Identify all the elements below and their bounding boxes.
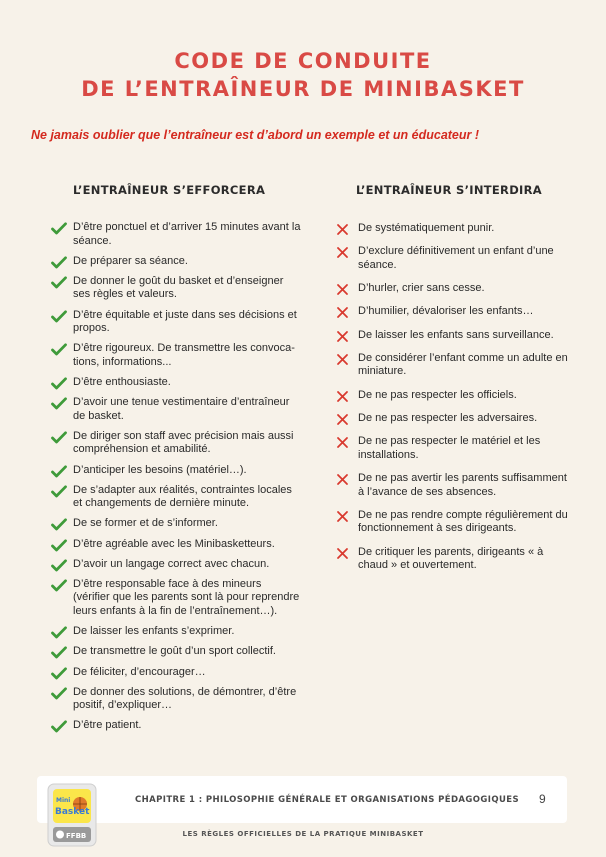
list-item-text: De donner le goût du basket et d’enseigner ses règles et valeurs. [73,274,284,301]
list-item-text: De considérer l’enfant comme un adulte en miniature. [358,351,568,378]
list-item-text: D’être patient. [73,719,142,732]
check-icon [51,343,67,356]
check-icon [51,256,67,269]
right-column-heading: L’ENTRAÎNEUR S’INTERDIRA [356,183,542,197]
list-item-text: De laisser les enfants s’exprimer. [73,625,235,638]
list-item [51,430,301,457]
left-column-heading: L’ENTRAÎNEUR S’EFFORCERA [73,183,266,197]
list-item [51,255,301,269]
list-item [51,484,301,511]
list-item [51,275,301,302]
list-item-text: D’hurler, crier sans cesse. [358,282,485,295]
check-icon [51,559,67,572]
check-icon [51,276,67,289]
check-icon [51,646,67,659]
efforts-list [51,221,301,740]
cross-icon [336,353,349,366]
list-item [336,352,576,379]
list-item-text: D’avoir une tenue vestimentaire d’entraîneur de basket. [73,396,290,422]
page-number: 9 [539,792,546,806]
list-item-text: D’être enthousiaste. [73,375,171,388]
check-icon [51,485,67,498]
check-icon [51,626,67,639]
list-item-text: D’être rigoureux. De transmettre les convoca-tions, informations... [73,342,295,368]
list-item [51,376,301,390]
list-item-text: De ne pas avertir les parents suffisamment à l’avance de ses absences. [358,472,567,498]
list-item-text: De se former et de s’informer. [73,517,218,530]
list-item [51,645,301,659]
check-icon [51,222,67,235]
list-item-text: De ne pas respecter les officiels. [358,388,517,401]
chapter-title: CHAPITRE 1 : PHILOSOPHIE GÉNÉRALE ET ORGANISATIONS PÉDAGOGIQUES [135,795,519,805]
list-item-text: De critiquer les parents, dirigeants « à chaud » et ouvertement. [358,545,544,572]
list-item [51,578,301,619]
list-item-text: De ne pas rendre compte régulièrement du fonctionnement à ses dirigeants. [358,508,568,535]
list-item-text: D’être équitable et juste dans ses décisions et propos. [73,308,297,335]
list-item [336,245,576,272]
list-item [336,509,576,536]
list-item [336,305,576,319]
footer-caption: LES RÈGLES OFFICIELLES DE LA PRATIQUE MINIBASKET [182,830,424,838]
list-item [51,538,301,552]
list-item-text: De féliciter, d’encourager… [73,665,206,678]
list-item [51,396,301,423]
list-item-text: De systématiquement punir. [358,222,495,234]
cross-icon [336,330,349,343]
list-item [51,666,301,680]
list-item-text: De laisser les enfants sans surveillance. [358,328,554,341]
list-item-text: De ne pas respecter les adversaires. [358,412,538,425]
list-item-text: D’avoir un langage correct avec chacun. [73,557,270,570]
list-item-text: De préparer sa séance. [73,254,188,267]
cross-icon [336,390,349,403]
cross-icon [336,413,349,426]
list-item [336,222,576,236]
list-item-text: D’être ponctuel et d’arriver 15 minutes avant la séance. [73,221,301,247]
list-item [336,389,576,403]
cross-icon [336,223,349,236]
list-item [336,282,576,296]
cross-icon [336,510,349,523]
list-item-text: De transmettre le goût d’un sport collectif. [73,645,276,658]
list-item [336,472,576,499]
list-item [51,221,301,248]
list-item [51,686,301,713]
list-item-text: De ne pas respecter le matériel et les installations. [358,435,541,461]
list-item-text: D’anticiper les besoins (matériel…). [73,463,247,476]
check-icon [51,465,67,478]
list-item [51,464,301,478]
list-item [336,435,576,462]
list-item-text: D’exclure définitivement un enfant d’une séance. [358,245,554,271]
list-item-text: D’être agréable avec les Minibasketteurs. [73,537,275,550]
logo-text-mini: Mini [56,797,71,804]
list-item [51,558,301,572]
list-item [51,342,301,369]
check-icon [51,720,67,733]
cross-icon [336,436,349,449]
list-item [51,517,301,531]
check-icon [51,431,67,444]
list-item [336,412,576,426]
check-icon [51,667,67,680]
check-icon [51,579,67,592]
list-item-text: De s’adapter aux réalités, contraintes locales et changements de dernière minute. [73,483,292,510]
cross-icon [336,473,349,486]
minibasket-logo [46,782,98,848]
check-icon [51,397,67,410]
list-item [51,309,301,336]
cross-icon [336,547,349,560]
check-icon [51,518,67,531]
list-item-text: D’humilier, dévaloriser les enfants… [358,305,534,318]
check-icon [51,539,67,552]
logo-text-ffbb: FFBB [66,832,87,840]
list-item [51,719,301,733]
check-icon [51,310,67,323]
list-item [51,625,301,639]
prohibitions-list [336,222,576,583]
cross-icon [336,306,349,319]
list-item-text: De diriger son staff avec précision mais aussi compréhension et amabilité. [73,429,294,456]
check-icon [51,687,67,700]
title-line-1: CODE DE CONDUITE [174,49,432,73]
logo-text-basket: Basket [55,807,90,817]
list-item-text: De donner des solutions, de démontrer, d’être positif, d’expliquer… [73,685,297,712]
list-item [336,329,576,343]
subtitle: Ne jamais oublier que l’entraîneur est d’abord un exemple et un éducateur ! [31,128,480,142]
list-item [336,546,576,573]
cross-icon [336,246,349,259]
title-line-2: DE L’ENTRAÎNEUR DE MINIBASKET [81,77,525,101]
list-item-text: D’être responsable face à des mineurs (vérifier que les parents sont là pour reprendre leurs enfants à la fin de l’entraînement…). [73,577,300,617]
check-icon [51,377,67,390]
cross-icon [336,283,349,296]
page-title [0,47,606,103]
